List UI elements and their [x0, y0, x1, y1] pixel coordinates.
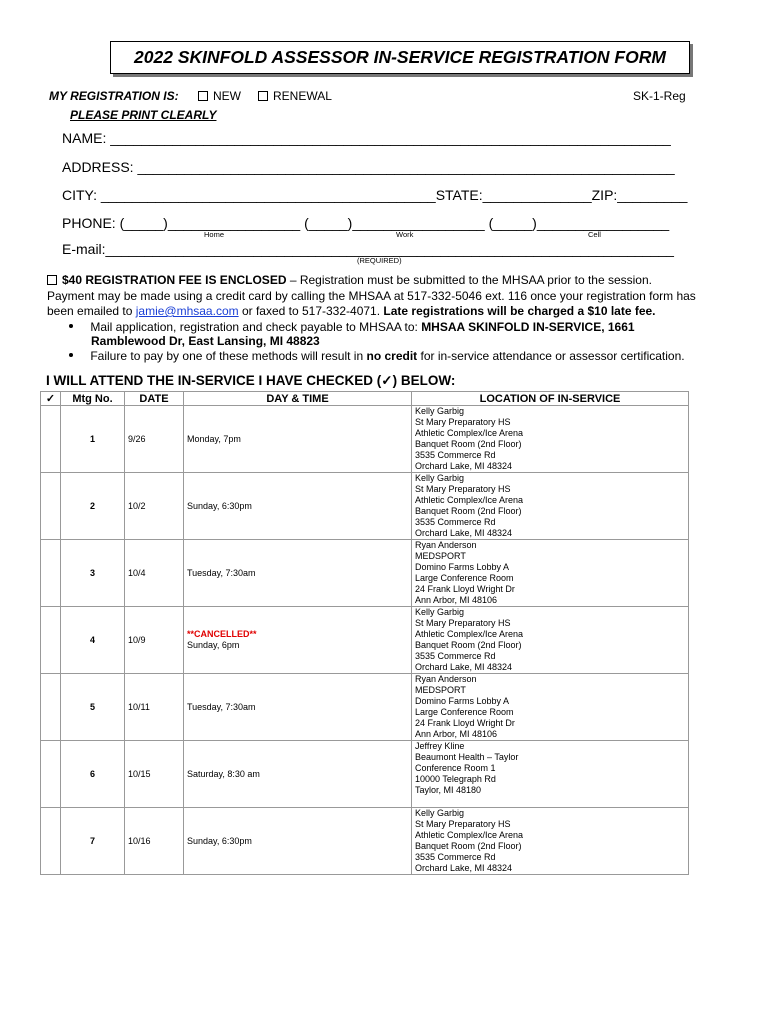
- fee-checkbox[interactable]: [47, 275, 57, 285]
- time-text: Tuesday, 7:30am: [187, 701, 256, 712]
- bullet-2-pre: Failure to pay by one of these methods will result in: [90, 349, 367, 363]
- email-field[interactable]: E-mail:_________________________________________________________________________: [62, 241, 674, 257]
- phone-work-label: Work: [396, 230, 414, 239]
- bullet-1: [69, 320, 635, 334]
- col-location-header: LOCATION OF IN-SERVICE: [412, 392, 689, 406]
- time-text: Sunday, 6:30pm: [187, 500, 252, 511]
- table-row: [41, 607, 689, 674]
- name-field[interactable]: NAME: ________________________________________________________________________: [62, 130, 671, 146]
- fee-line-1-rest: – Registration must be submitted to the MHSAA prior to the session.: [286, 273, 652, 287]
- date-cell: 10/4: [125, 540, 184, 607]
- mtg-number: 5: [61, 674, 125, 741]
- phone-home-label: Home: [204, 230, 225, 239]
- time-text: Sunday, 6:30pm: [187, 835, 252, 846]
- mtg-number: 7: [61, 808, 125, 875]
- date-cell: 10/9: [125, 607, 184, 674]
- email-required-label: (REQUIRED): [357, 256, 402, 265]
- day-time-cell: [184, 808, 412, 875]
- bullet-2-post: for in-service attendance or assessor certification.: [417, 349, 685, 363]
- day-time-cell: [184, 674, 412, 741]
- day-time-cell: [184, 540, 412, 607]
- renewal-option[interactable]: [258, 89, 332, 103]
- bullet-2: [69, 349, 685, 363]
- attend-check-cell[interactable]: [41, 473, 61, 540]
- new-option[interactable]: [198, 89, 241, 103]
- late-fee-note: Late registrations will be charged a $10 late fee.: [383, 304, 656, 318]
- schedule-table: [40, 391, 689, 875]
- attend-check-cell[interactable]: [41, 607, 61, 674]
- phone-field[interactable]: PHONE: (_____)_________________ (_____)_________________ (_____)_________________: [62, 215, 670, 231]
- time-text: Monday, 7pm: [187, 433, 241, 444]
- location-cell: Jeffrey Kline Beaumont Health – Taylor Conference Room 1 10000 Telegraph Rd Taylor, MI 48180: [412, 741, 689, 808]
- no-credit: no credit: [366, 349, 418, 363]
- attend-heading: I WILL ATTEND THE IN-SERVICE I HAVE CHECKED (✓) BELOW:: [46, 373, 456, 388]
- day-time-cell: [184, 607, 412, 674]
- email-link[interactable]: jamie@mhsaa.com: [135, 304, 239, 318]
- new-checkbox[interactable]: [198, 91, 208, 101]
- location-cell: Ryan Anderson MEDSPORT Domino Farms Lobby A Large Conference Room 24 Frank Lloyd Wright Dr Ann Arbor, MI 48106: [412, 674, 689, 741]
- date-cell: 9/26: [125, 406, 184, 473]
- time-text: Saturday, 8:30 am: [187, 768, 260, 779]
- table-row: [41, 540, 689, 607]
- location-cell: Kelly Garbig St Mary Preparatory HS Athletic Complex/Ice Arena Banquet Room (2nd Floor) 3535 Commerce Rd Orchard Lake, MI 48324: [412, 808, 689, 875]
- attend-check-cell[interactable]: [41, 406, 61, 473]
- attend-check-cell[interactable]: [41, 674, 61, 741]
- bullet-dot: [69, 353, 73, 357]
- table-row: [41, 741, 689, 808]
- mtg-number: 2: [61, 473, 125, 540]
- fee-line-3-pre: been emailed to: [47, 304, 136, 318]
- renewal-checkbox[interactable]: [258, 91, 268, 101]
- table-header-row: [41, 392, 689, 406]
- bullet-dot: [69, 324, 73, 328]
- col-check-header: ✓: [41, 392, 61, 406]
- fee-line-3: [47, 304, 656, 318]
- date-cell: 10/2: [125, 473, 184, 540]
- fee-headline: $40 REGISTRATION FEE IS ENCLOSED: [62, 273, 287, 287]
- day-time-cell: [184, 406, 412, 473]
- location-cell: Ryan Anderson MEDSPORT Domino Farms Lobby A Large Conference Room 24 Frank Lloyd Wright Dr Ann Arbor, MI 48106: [412, 540, 689, 607]
- phone-cell-label: Cell: [588, 230, 601, 239]
- attend-check-cell[interactable]: [41, 741, 61, 808]
- date-cell: 10/15: [125, 741, 184, 808]
- form-title: 2022 SKINFOLD ASSESSOR IN-SERVICE REGISTRATION FORM: [110, 41, 690, 74]
- mailing-address: Ramblewood Dr, East Lansing, MI 48823: [91, 334, 320, 348]
- bullet-1-line-2: [91, 334, 320, 348]
- day-time-cell: [184, 473, 412, 540]
- new-label: NEW: [213, 89, 241, 103]
- address-field[interactable]: ADDRESS: _____________________________________________________________________: [62, 159, 675, 175]
- table-row: [41, 473, 689, 540]
- location-cell: Kelly Garbig St Mary Preparatory HS Athletic Complex/Ice Arena Banquet Room (2nd Floor) 3535 Commerce Rd Orchard Lake, MI 48324: [412, 607, 689, 674]
- table-row: [41, 674, 689, 741]
- col-date-header: DATE: [125, 392, 184, 406]
- bullet-1-pre: Mail application, registration and check payable to MHSAA to:: [90, 320, 422, 334]
- table-row: [41, 808, 689, 875]
- day-time-cell: [184, 741, 412, 808]
- city-state-zip-field[interactable]: CITY: ___________________________________________STATE:______________ZIP:_________: [62, 187, 688, 203]
- location-cell: Kelly Garbig St Mary Preparatory HS Athletic Complex/Ice Arena Banquet Room (2nd Floor) 3535 Commerce Rd Orchard Lake, MI 48324: [412, 406, 689, 473]
- table-row: [41, 406, 689, 473]
- col-mtg-header: Mtg No.: [61, 392, 125, 406]
- date-cell: 10/11: [125, 674, 184, 741]
- mtg-number: 1: [61, 406, 125, 473]
- location-cell: Kelly Garbig St Mary Preparatory HS Athletic Complex/Ice Arena Banquet Room (2nd Floor) 3535 Commerce Rd Orchard Lake, MI 48324: [412, 473, 689, 540]
- mtg-number: 3: [61, 540, 125, 607]
- time-text: Tuesday, 7:30am: [187, 567, 256, 578]
- mtg-number: 6: [61, 741, 125, 808]
- mtg-number: 4: [61, 607, 125, 674]
- cancel-note: **CANCELLED**: [187, 629, 257, 639]
- date-cell: 10/16: [125, 808, 184, 875]
- attend-check-cell[interactable]: [41, 540, 61, 607]
- time-text: Sunday, 6pm: [187, 640, 240, 650]
- fee-line-3-mid: or faxed to 517-332-4071.: [238, 304, 384, 318]
- col-time-header: DAY & TIME: [184, 392, 412, 406]
- attend-check-cell[interactable]: [41, 808, 61, 875]
- fee-line-2: Payment may be made using a credit card by calling the MHSAA at 517-332-5046 ext. 116 once your registration form has: [47, 289, 696, 303]
- registration-label: MY REGISTRATION IS:: [49, 89, 179, 103]
- bullet-1-bold: MHSAA SKINFOLD IN-SERVICE, 1661: [421, 320, 635, 334]
- print-clearly-note: PLEASE PRINT CLEARLY: [70, 108, 217, 122]
- fee-line-1: [47, 273, 652, 287]
- form-code: SK-1-Reg: [633, 89, 686, 103]
- renewal-label: RENEWAL: [273, 89, 332, 103]
